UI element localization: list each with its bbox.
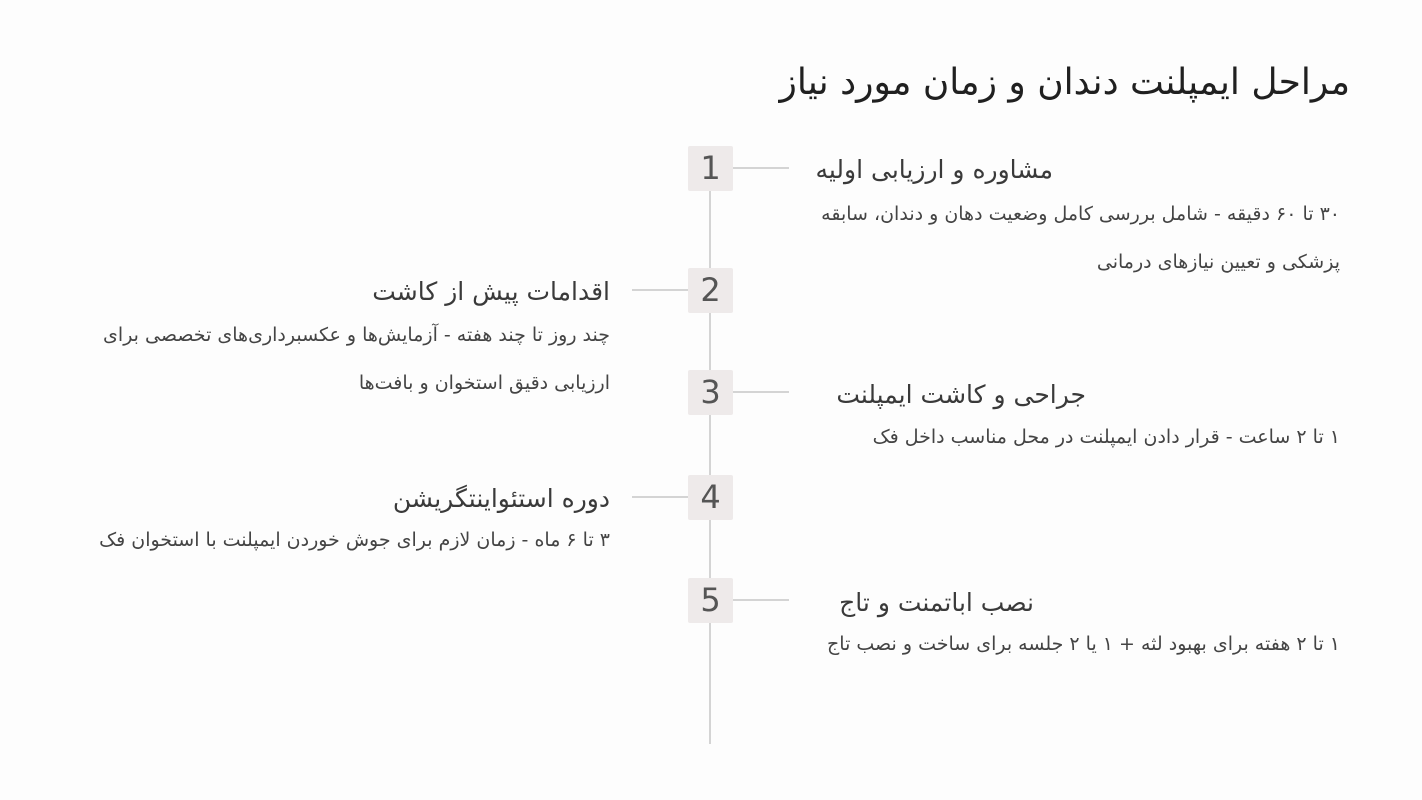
- step-4-heading: دوره استئواینتگریشن: [392, 484, 610, 513]
- step-1-number: 1: [688, 146, 733, 191]
- step-3-heading: جراحی و کاشت ایمپلنت: [836, 380, 1086, 409]
- step-5-number: 5: [688, 578, 733, 623]
- step-4-description: ۳ تا ۶ ماه - زمان لازم برای جوش خوردن ایمپلنت با استخوان فک: [99, 529, 610, 551]
- step-5-connector: [733, 599, 789, 601]
- step-3-connector: [733, 391, 789, 393]
- step-4-number: 4: [688, 475, 733, 520]
- step-2-heading: اقدامات پیش از کاشت: [372, 277, 610, 306]
- step-3-number: 3: [688, 370, 733, 415]
- step-5-heading: نصب اباتمنت و تاج: [839, 588, 1034, 617]
- step-2-description: چند روز تا چند هفته - آزمایش‌ها و عکسبرداری‌های تخصصی برای ارزیابی دقیق استخوان و بافت‌ها: [103, 324, 610, 394]
- step-5-description: ۱ تا ۲ هفته برای بهبود لثه + ۱ یا ۲ جلسه برای ساخت و نصب تاج: [827, 633, 1340, 655]
- step-2-number: 2: [688, 268, 733, 313]
- step-1-connector: [733, 167, 789, 169]
- timeline-line: [709, 146, 711, 744]
- step-3-description: ۱ تا ۲ ساعت - قرار دادن ایمپلنت در محل مناسب داخل فک: [872, 426, 1340, 448]
- page-title: مراحل ایمپلنت دندان و زمان مورد نیاز: [779, 62, 1350, 103]
- step-2-connector: [632, 289, 688, 291]
- step-1-description: ۳۰ تا ۶۰ دقیقه - شامل بررسی کامل وضعیت دهان و دندان، سابقه پزشکی و تعیین نیازهای درمانی: [821, 203, 1340, 273]
- step-1-heading: مشاوره و ارزیابی اولیه: [815, 155, 1053, 184]
- step-4-connector: [632, 496, 688, 498]
